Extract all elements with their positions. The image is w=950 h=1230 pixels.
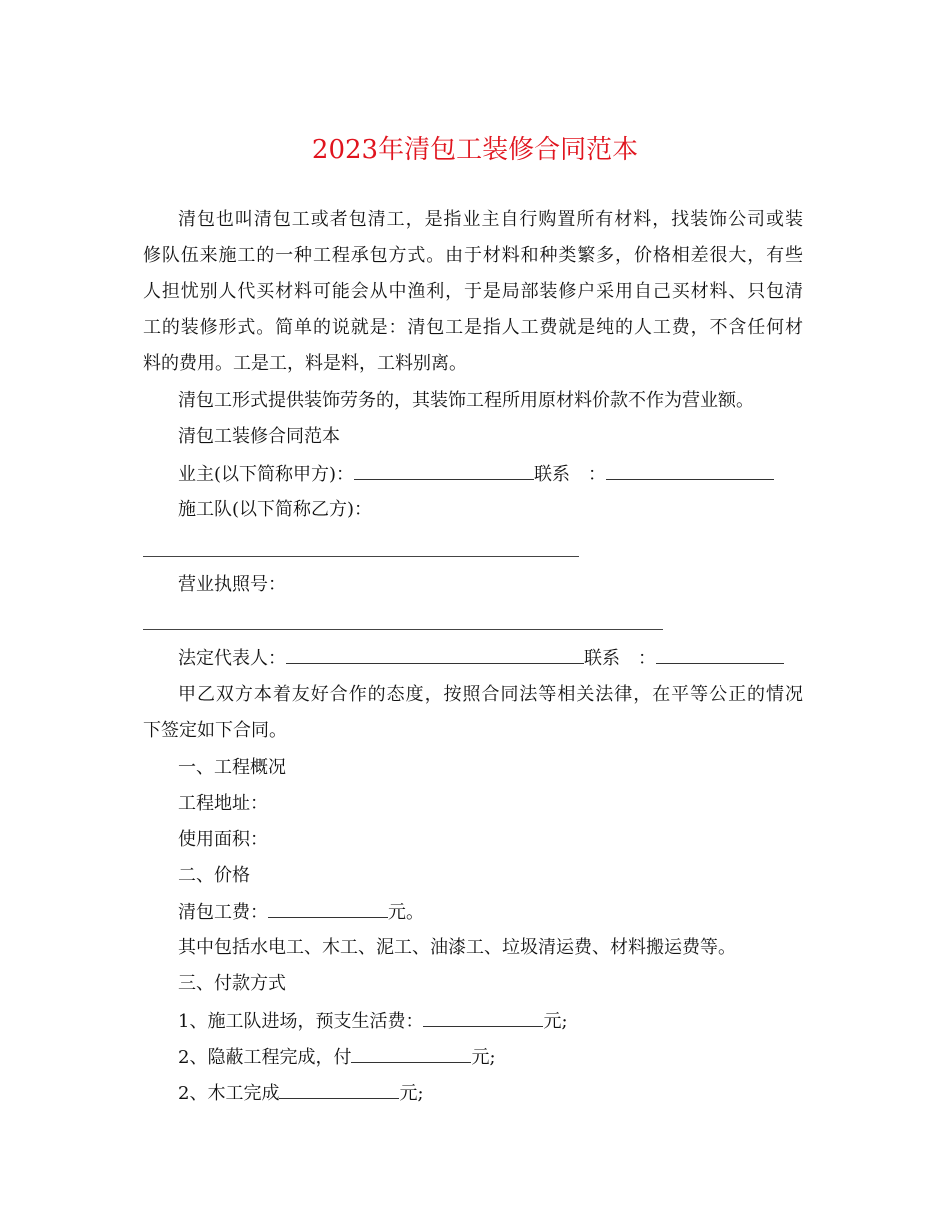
payment-item-1 xyxy=(178,1008,803,1035)
payment-item-3-blank[interactable] xyxy=(279,1080,399,1099)
fee-row xyxy=(178,899,803,926)
fee-includes: 其中包括水电工、木工、泥工、油漆工、垃圾清运费、材料搬运费等。 xyxy=(178,937,736,958)
fee-unit: 元。 xyxy=(388,902,424,923)
payment-item-1-unit: 元; xyxy=(543,1011,568,1032)
contact-label-2: 联系 ： xyxy=(584,648,656,669)
payment-item-1-label: 1、施工队进场，预支生活费： xyxy=(178,1011,424,1032)
owner-label: 业主(以下简称甲方)： xyxy=(178,464,355,485)
payment-item-2-unit: 元; xyxy=(471,1047,496,1068)
section3-heading: 三、付款方式 xyxy=(178,973,286,994)
contact-blank-2[interactable] xyxy=(656,645,784,664)
project-address-label: 工程地址： xyxy=(178,793,268,814)
contact-label-1: 联系 ： xyxy=(534,464,607,485)
section1-heading: 一、工程概况 xyxy=(178,757,286,778)
intro-line-4: 工的装修形式。简单的说就是：清包工是指人工费就是纯的人工费，不含任何材 xyxy=(143,317,803,338)
license-blank[interactable] xyxy=(143,629,663,630)
payment-item-3-unit: 元; xyxy=(399,1083,424,1104)
fee-label: 清包工费： xyxy=(178,902,268,923)
intro-line-1: 清包也叫清包工或者包清工，是指业主自行购置所有材料，找装饰公司或装 xyxy=(178,209,803,230)
payment-item-2-blank[interactable] xyxy=(351,1044,471,1063)
agreement-line-1: 甲乙双方本着友好合作的态度，按照合同法等相关法律，在平等公正的情况 xyxy=(178,684,803,705)
team-blank[interactable] xyxy=(143,556,579,557)
payment-item-2-label: 2、隐蔽工程完成，付 xyxy=(178,1047,352,1068)
rep-label: 法定代表人： xyxy=(178,648,286,669)
owner-blank[interactable] xyxy=(354,461,534,480)
payment-item-3 xyxy=(178,1080,803,1107)
rep-row xyxy=(178,645,803,672)
intro-line-5: 料的费用。工是工，料是料，工料别离。 xyxy=(143,353,467,374)
usable-area-label: 使用面积： xyxy=(178,829,268,850)
payment-item-2 xyxy=(178,1044,803,1071)
fee-blank[interactable] xyxy=(268,899,388,918)
section2-heading: 二、价格 xyxy=(178,865,250,886)
payment-item-3-label: 2、木工完成 xyxy=(178,1083,280,1104)
agreement-line-2: 下签定如下合同。 xyxy=(143,720,287,741)
document-title: 2023年清包工装修合同范本 xyxy=(311,135,639,165)
intro-line-3: 人担忧别人代买材料可能会从中渔利，于是局部装修户采用自己买材料、只包清 xyxy=(143,281,803,302)
license-label: 营业执照号： xyxy=(178,574,286,595)
contact-blank-1[interactable] xyxy=(606,461,774,480)
intro-line-2: 修队伍来施工的一种工程承包方式。由于材料和种类繁多，价格相差很大，有些 xyxy=(143,245,803,266)
template-subtitle: 清包工装修合同范本 xyxy=(178,426,340,447)
payment-item-1-blank[interactable] xyxy=(423,1008,543,1027)
rep-blank[interactable] xyxy=(286,645,584,664)
labor-note: 清包工形式提供装饰劳务的，其装饰工程所用原材料价款不作为营业额。 xyxy=(178,390,754,411)
team-label: 施工队(以下简称乙方)： xyxy=(178,499,373,520)
owner-row xyxy=(178,461,803,488)
